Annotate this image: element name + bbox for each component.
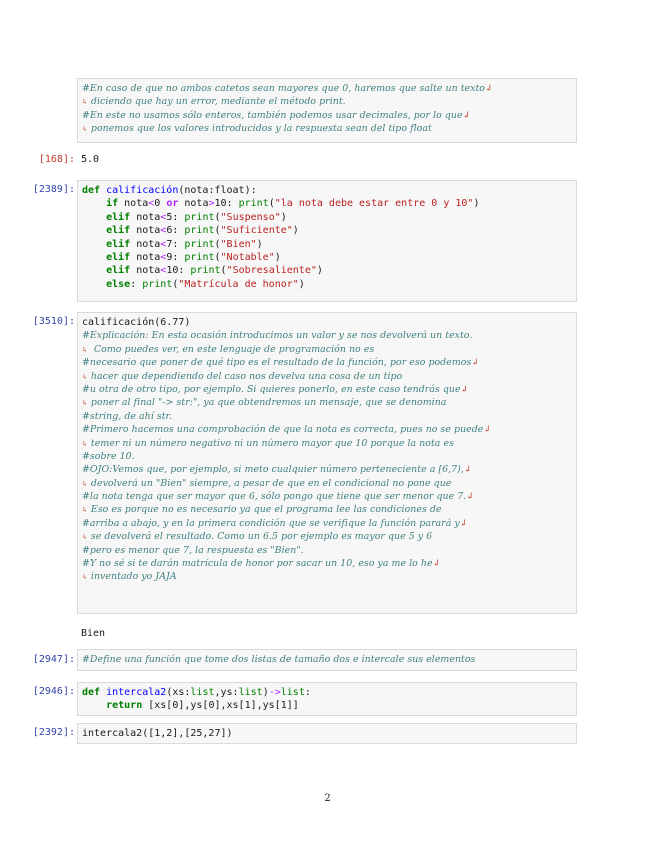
code-line: intercala2([1,2],[25,27]) [82,728,233,739]
output-prompt: [168]: [38,154,75,165]
comment-line: #Primero hacemos una comprobación de que la nota es correcta, pues no se puede↲ [82,424,492,436]
input-prompt: [2947]: [32,654,75,665]
code-line: return [xs[0],ys[0],xs[1],ys[1]] [106,700,299,712]
comment-line: ↳ Como puedes ver, en este lenguaje de programación no es [82,343,572,356]
page-number: 2 [324,793,331,804]
comment-line: #OJO:Vemos que, por ejemplo, si meto cualquier número perteneciente a [6,7),↲ [82,464,472,476]
comment-cell-define[interactable] [77,649,577,671]
comment-line: #arriba a abajo, y en la primera condición que se verifique la función parará y↲ [82,517,468,529]
comment-line: #Explicación: En esta ocasión introducimos un valor y se nos devolverá un texto. [82,330,473,342]
comment-line: #string, de ahí str. [82,410,173,422]
comment-line: ↳ inventado yo JAJA [82,570,572,583]
comment-line: #Define una función que tome dos listas de tamaño dos e intercale sus elementos [82,654,476,665]
comment-line: ↳ devolverá un "Bien" siempre, a pesar de que en el condicional no pone que [82,477,572,490]
comment-line: ↳ diciendo que hay un error, mediante el método print. [82,95,572,108]
code-line: elif nota<5: print("Suspenso") [106,211,287,223]
cell-output: 5.0 [81,154,100,165]
code-cell-calificacion[interactable] [77,180,577,302]
comment-line: ↳ Eso es porque no es necesario ya que el programa lee las condiciones de [82,503,572,516]
input-prompt: [2392]: [32,727,75,738]
comment-line: #necesario que poner de qué tipo es el resultado de la función, por eso podemos↲ [82,357,479,369]
input-prompt: [2946]: [32,686,75,697]
code-line: elif nota<7: print("Bien") [106,238,263,250]
input-prompt: [2389]: [32,184,75,195]
comment-cell-top[interactable] [77,78,577,143]
comment-line: ↳ ponemos que los valores introducidos y la respuesta sean del tipo float [82,122,572,135]
code-cell-intercala2[interactable] [77,682,577,716]
comment-line: #En caso de que no ambos catetos sean mayores que 0, haremos que salte un texto↲ [82,83,493,94]
comment-line: #En este no usamos sólo enteros, también podemos usar decimales, por lo que↲ [82,109,471,121]
code-line: if nota<0 or nota>10: print("la nota debe estar entre 0 y 10") [106,198,480,210]
comment-line: ↳ temer ni un número negativo ni un número mayor que 10 porque la nota es [82,437,572,450]
comment-line: ↳ poner al final "-> str:", ya que obtendremos un mensaje, que se denomina [82,396,572,409]
comment-line: #sobre 10. [82,450,135,462]
comment-line: #la nota tenga que ser mayor que 6, sólo pongo que tiene que ser menor que 7.↲ [82,491,474,503]
code-cell-intercala2-call[interactable] [77,723,577,744]
comment-line: #Y no sé si te darán matrícula de honor por sacar un 10, eso ya me lo he↲ [82,558,441,570]
code-line: elif nota<10: print("Sobresaliente") [106,265,323,277]
comment-line: #pero es menor que 7, la respuesta es "Bien". [82,544,304,556]
code-cell-calificacion-call[interactable] [77,312,577,614]
code-line: elif nota<9: print("Notable") [106,251,281,263]
cell-output: Bien [81,628,106,639]
comment-line: ↳ hacer que dependiendo del caso nos develva una cosa de un tipo [82,370,572,383]
code-line: calificación(6.77) [82,317,191,328]
comment-line: ↳ se devolverá el resultado. Como un 6.5 por ejemplo es mayor que 5 y 6 [82,530,572,543]
comment-line: #u otra de otro tipo, por ejemplo. Si quieres ponerlo, en este caso tendrás que↲ [82,383,469,395]
input-prompt: [3510]: [32,316,75,327]
code-line: def intercala2(xs:list,ys:list)->list: [82,687,311,698]
code-line: def calificación(nota:float): [82,185,257,196]
code-line: elif nota<6: print("Suficiente") [106,225,299,237]
code-line: else: print("Matrícula de honor") [106,278,305,290]
